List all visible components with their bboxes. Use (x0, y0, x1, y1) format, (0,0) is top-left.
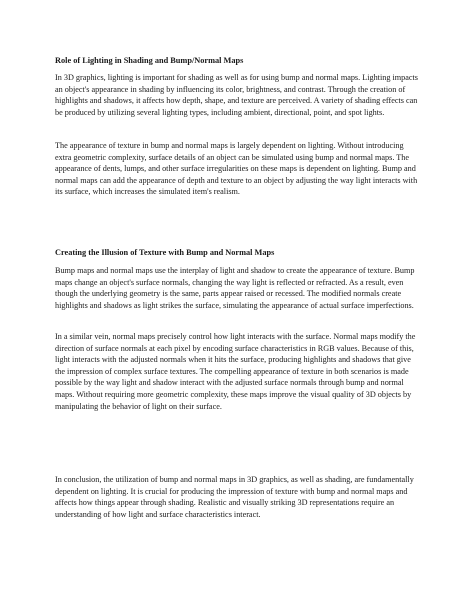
paragraph-normal-maps: In a similar vein, normal maps precisely control how light interacts with the surface. Normal maps modify the direction of surface normals at each pixel by encoding surface characteristics in RGB values. Because of this, light interacts with the adjusted normals when it hits the surface, producing highlights and shadows that give the impression of complex surface textures. The compelling appearance of texture in both scenarios is made possible by the way light and shadow interact with the adjusted surface normals through bump and normal maps. Without requiring more geometric complexity, these maps improve the visual quality of 3D objects by manipulating the behavior of light on their surface. (55, 332, 416, 411)
section-heading-texture-illusion: Creating the Illusion of Texture with Bump and Normal Maps (55, 248, 275, 257)
paragraph-lighting-texture: The appearance of texture in bump and normal maps is largely dependent on lighting. Without introducing extra geometric complexity, surface details of an object can be simulated using bump and normal maps. The appearance of dents, lumps, and other surface irregularities on these maps is dependent on lighting. Bump and normal maps can add the appearance of depth and texture to an object by adjusting the way light interacts with its surface, which increases the simulated item's realism. (55, 141, 418, 197)
paragraph-bump-maps: Bump maps and normal maps use the interplay of light and shadow to create the appearance of texture. Bump maps change an object's surface normals, changing the way light is reflected or refracted. As a result, even though the underlying geometry is the same, parts appear raised or recessed. The modified normals create highlights and shadows as light strikes the surface, simulating the appearance of actual surface imperfections. (55, 266, 415, 310)
paragraph-conclusion: In conclusion, the utilization of bump and normal maps in 3D graphics, as well as shading, are fundamentally dependent on lighting. It is crucial for producing the impression of texture with bump and normal maps and affects how things appear through shading. Realistic and visually striking 3D representations require an understanding of how light and surface characteristics interact. (55, 475, 414, 519)
section-heading-lighting-role: Role of Lighting in Shading and Bump/Normal Maps (55, 56, 244, 65)
paragraph-lighting-intro: In 3D graphics, lighting is important for shading as well as for using bump and normal maps. Lighting impacts an object's appearance in shading by influencing its color, brightness, and contrast. Through the creation of highlights and shadows, it affects how depth, shape, and texture are perceived. A variety of shading effects can be produced by utilizing several lighting types, including ambient, directional, point, and spot lights. (55, 73, 418, 117)
